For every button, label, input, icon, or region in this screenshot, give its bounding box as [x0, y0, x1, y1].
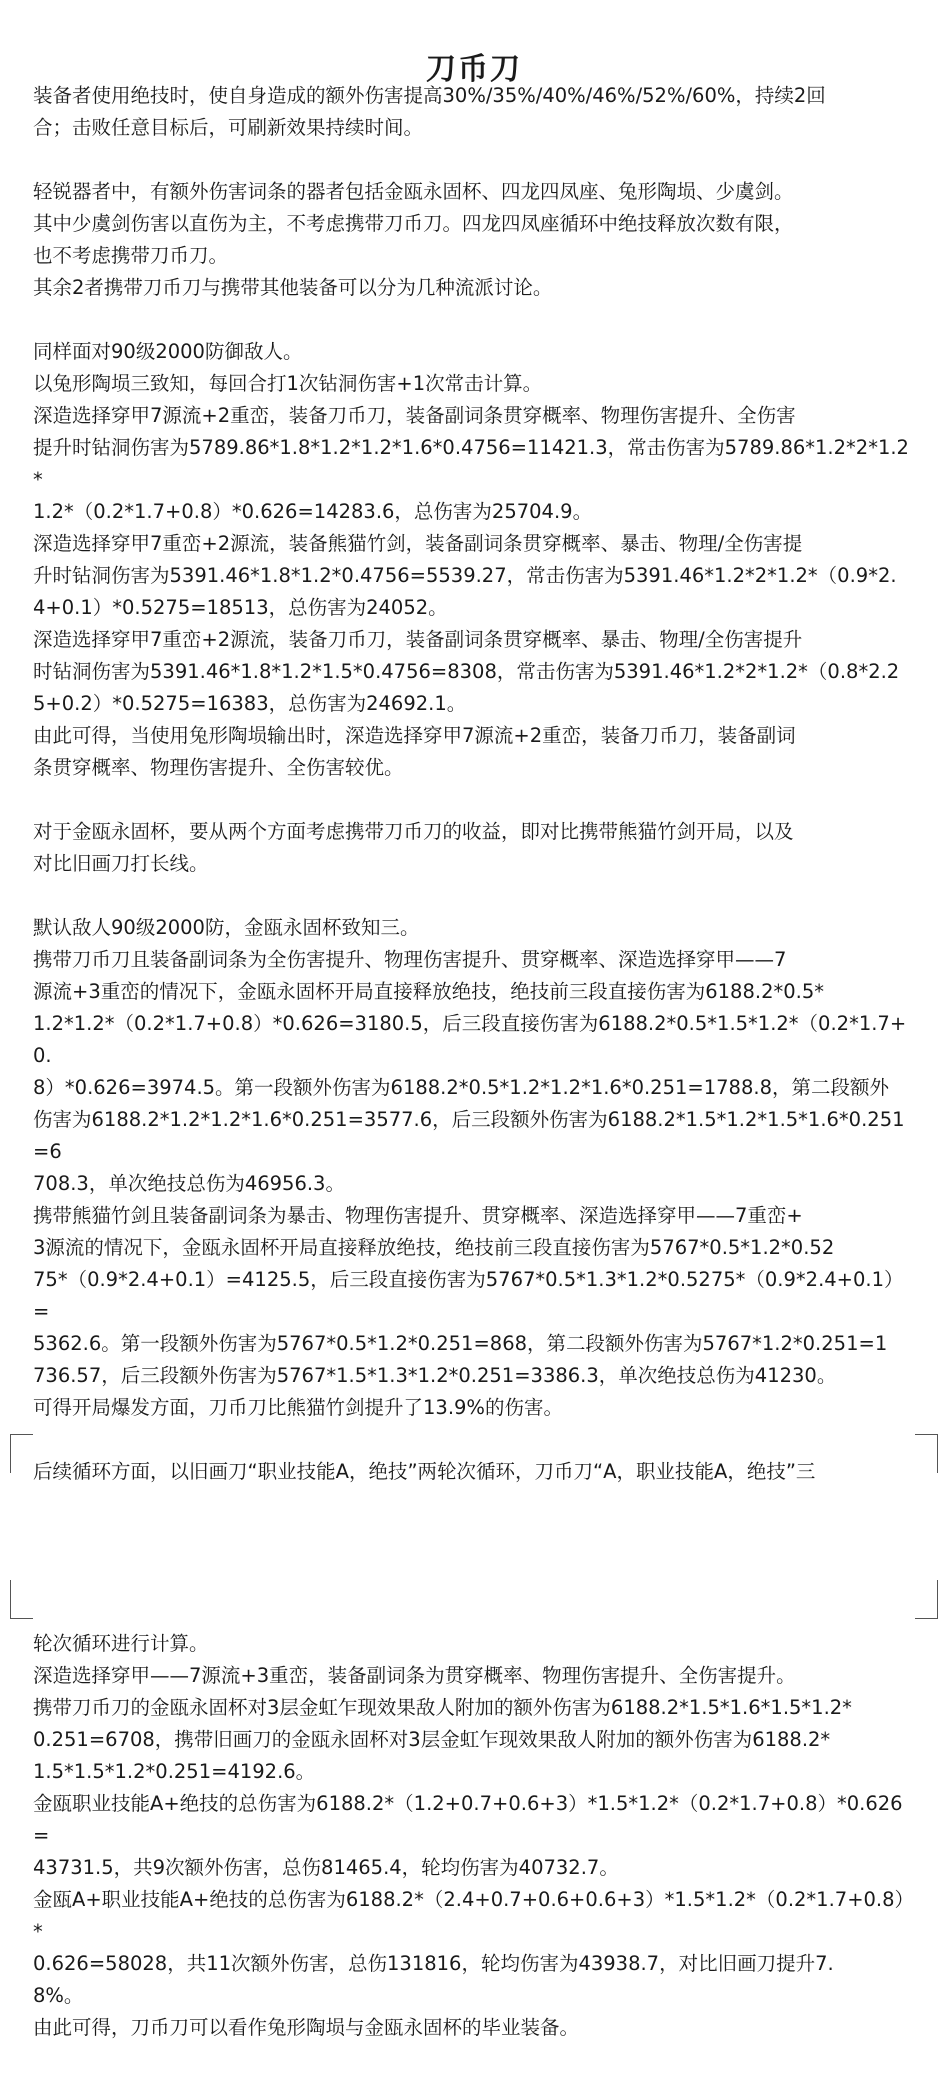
document-body-bottom: [33, 1628, 918, 2044]
text-line: 也不考虑携带刀币刀。: [33, 244, 229, 267]
text-line: 同样面对90级2000防御敌人。: [33, 340, 303, 363]
text-line: 条贯穿概率、物理伤害提升、全伤害较优。: [33, 756, 404, 779]
text-line: 0.251=6708，携带旧画刀的金瓯永固杯对3层金虹乍现效果敌人附加的额外伤害为6188.2*: [33, 1728, 831, 1751]
text-line: 金瓯A+职业技能A+绝技的总伤害为6188.2*（2.4+0.7+0.6+0.6+3）*1.5*1.2*（0.2*1.7+0.8）*: [33, 1888, 915, 1943]
text-line: 75*（0.9*2.4+0.1）=4125.5，后三段直接伤害为5767*0.5*1.3*1.2*0.5275*（0.9*2.4+0.1）=: [33, 1268, 904, 1323]
page-corner-mark: [915, 1580, 938, 1619]
page-corner-mark: [915, 1434, 938, 1473]
text-line: 736.57，后三段额外伤害为5767*1.5*1.3*1.2*0.251=3386.3，单次绝技总伤为41230。: [33, 1364, 837, 1387]
text-line: 以兔形陶埙三致知，每回合打1次钻洞伤害+1次常击计算。: [33, 372, 543, 395]
text-line: 可得开局爆发方面，刀币刀比熊猫竹剑提升了13.9%的伤害。: [33, 1396, 563, 1419]
paragraph-gap: [33, 144, 918, 176]
text-line: 由此可得，当使用兔形陶埙输出时，深造选择穿甲7源流+2重峦，装备刀币刀，装备副词: [33, 724, 796, 747]
document-title: 刀币刀: [426, 52, 522, 87]
text-line: 5362.6。第一段额外伤害为5767*0.5*1.2*0.251=868，第二段额外伤害为5767*1.2*0.251=1: [33, 1332, 888, 1355]
text-line: 深造选择穿甲——7源流+3重峦，装备副词条为贯穿概率、物理伤害提升、全伤害提升。: [33, 1664, 796, 1687]
text-line: 源流+3重峦的情况下，金瓯永固杯开局直接释放绝技，绝技前三段直接伤害为6188.2*0.5*: [33, 980, 824, 1003]
text-line: 1.5*1.5*1.2*0.251=4192.6。: [33, 1760, 316, 1783]
text-line: 默认敌人90级2000防，金瓯永固杯致知三。: [33, 916, 420, 939]
text-line: 携带刀币刀的金瓯永固杯对3层金虹乍现效果敌人附加的额外伤害为6188.2*1.5*1.6*1.5*1.2*: [33, 1696, 852, 1719]
text-line: 装备者使用绝技时，使自身造成的额外伤害提高30%/35%/40%/46%/52%/60%，持续2回: [33, 84, 826, 107]
text-line: 伤害为6188.2*1.2*1.2*1.6*0.251=3577.6，后三段额外伤害为6188.2*1.5*1.2*1.5*1.6*0.251=6: [33, 1108, 905, 1163]
text-line: 携带熊猫竹剑且装备副词条为暴击、物理伤害提升、贯穿概率、深造选择穿甲——7重峦+: [33, 1204, 803, 1227]
text-line: 1.2*（0.2*1.7+0.8）*0.626=14283.6，总伤害为25704.9。: [33, 500, 593, 523]
text-line: 深造选择穿甲7重峦+2源流，装备熊猫竹剑，装备副词条贯穿概率、暴击、物理/全伤害提: [33, 532, 803, 555]
text-line: 8%。: [33, 1984, 84, 2007]
text-line: 深造选择穿甲7重峦+2源流，装备刀币刀，装备副词条贯穿概率、暴击、物理/全伤害提升: [33, 628, 803, 651]
text-line: 对于金瓯永固杯，要从两个方面考虑携带刀币刀的收益，即对比携带熊猫竹剑开局，以及: [33, 820, 794, 843]
text-line: 提升时钻洞伤害为5789.86*1.8*1.2*1.2*1.6*0.4756=11421.3，常击伤害为5789.86*1.2*2*1.2*: [33, 436, 909, 491]
page-corner-mark: [10, 1434, 33, 1473]
text-line: 5+0.2）*0.5275=16383，总伤害为24692.1。: [33, 692, 467, 715]
text-line: 轮次循环进行计算。: [33, 1632, 209, 1655]
text-line: 对比旧画刀打长线。: [33, 852, 209, 875]
text-line: 轻锐器者中，有额外伤害词条的器者包括金瓯永固杯、四龙四凤座、兔形陶埙、少虞剑。: [33, 180, 794, 203]
text-line: 后续循环方面，以旧画刀“职业技能A，绝技”两轮次循环，刀币刀“A，职业技能A，绝技”三: [33, 1460, 816, 1483]
paragraph-gap: [33, 784, 918, 816]
text-line: 43731.5，共9次额外伤害，总伤81465.4，轮均伤害为40732.7。: [33, 1856, 619, 1879]
text-line: 深造选择穿甲7源流+2重峦，装备刀币刀，装备副词条贯穿概率、物理伤害提升、全伤害: [33, 404, 796, 427]
text-line: 1.2*1.2*（0.2*1.7+0.8）*0.626=3180.5，后三段直接伤害为6188.2*0.5*1.5*1.2*（0.2*1.7+0.: [33, 1012, 907, 1067]
text-line: 升时钻洞伤害为5391.46*1.8*1.2*0.4756=5539.27，常击伤害为5391.46*1.2*2*1.2*（0.9*2.: [33, 564, 897, 587]
page-corner-mark: [10, 1580, 33, 1619]
document-body-top: [33, 80, 918, 1488]
text-line: 708.3，单次绝技总伤为46956.3。: [33, 1172, 345, 1195]
paragraph-gap: [33, 880, 918, 912]
text-line: 金瓯职业技能A+绝技的总伤害为6188.2*（1.2+0.7+0.6+3）*1.5*1.2*（0.2*1.7+0.8）*0.626=: [33, 1792, 903, 1847]
text-line: 其余2者携带刀币刀与携带其他装备可以分为几种流派讨论。: [33, 276, 553, 299]
text-line: 其中少虞剑伤害以直伤为主，不考虑携带刀币刀。四龙四凤座循环中绝技释放次数有限，: [33, 212, 794, 235]
text-line: 合；击败任意目标后，可刷新效果持续时间。: [33, 116, 424, 139]
paragraph-gap: [33, 304, 918, 336]
text-line: 由此可得，刀币刀可以看作兔形陶埙与金瓯永固杯的毕业装备。: [33, 2016, 580, 2039]
text-line: 0.626=58028，共11次额外伤害，总伤131816，轮均伤害为43938.7，对比旧画刀提升7.: [33, 1952, 834, 1975]
text-line: 8）*0.626=3974.5。第一段额外伤害为6188.2*0.5*1.2*1.2*1.6*0.251=1788.8，第二段额外: [33, 1076, 889, 1099]
text-line: 携带刀币刀且装备副词条为全伤害提升、物理伤害提升、贯穿概率、深造选择穿甲——7: [33, 948, 787, 971]
text-line: 4+0.1）*0.5275=18513，总伤害为24052。: [33, 596, 448, 619]
paragraph-gap: [33, 1424, 918, 1456]
text-line: 时钻洞伤害为5391.46*1.8*1.2*1.5*0.4756=8308，常击伤害为5391.46*1.2*2*1.2*（0.8*2.2: [33, 660, 900, 683]
text-line: 3源流的情况下，金瓯永固杯开局直接释放绝技，绝技前三段直接伤害为5767*0.5*1.2*0.52: [33, 1236, 835, 1259]
